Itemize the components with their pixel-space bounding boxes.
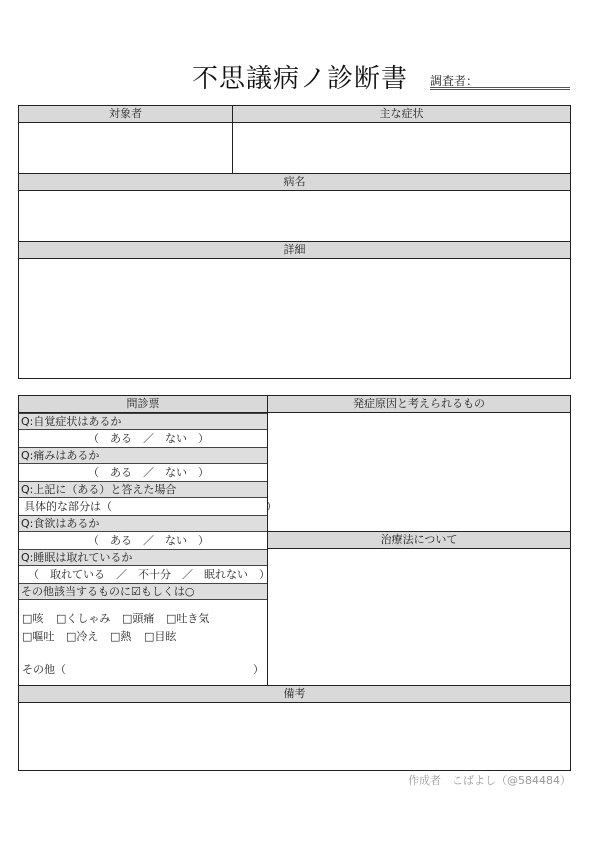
checkbox-item[interactable]: □くしゃみ bbox=[56, 612, 111, 625]
answer-appetite[interactable]: （ ある ／ ない ） bbox=[88, 534, 209, 547]
symptoms-header: 主な症状 bbox=[233, 106, 570, 123]
question-symptom-awareness: Q:自覚症状はあるか bbox=[19, 413, 267, 430]
subject-field[interactable] bbox=[19, 124, 232, 173]
disease-name-field[interactable] bbox=[19, 192, 570, 241]
checkbox-item[interactable]: □咳 bbox=[22, 612, 44, 625]
disease-name-header: 病名 bbox=[19, 174, 570, 191]
other-field[interactable]: その他（ ） bbox=[22, 663, 264, 676]
remarks-field[interactable] bbox=[19, 704, 570, 770]
cause-field[interactable] bbox=[268, 413, 570, 531]
page-title: 不思議病ノ診断書 bbox=[191, 64, 408, 94]
investigator-label: 調査者： bbox=[430, 74, 479, 88]
details-field[interactable] bbox=[19, 260, 570, 378]
remarks-header: 備考 bbox=[19, 686, 570, 703]
question-appetite: Q:食欲はあるか bbox=[19, 515, 267, 532]
treatment-field[interactable] bbox=[268, 550, 570, 685]
checkbox-item[interactable]: □嘔吐 bbox=[22, 630, 55, 643]
answer-sleep[interactable]: （ 取れている ／ 不十分 ／ 眠れない ） bbox=[28, 568, 270, 581]
answer-symptom-awareness[interactable]: （ ある ／ ない ） bbox=[88, 432, 209, 445]
question-sleep: Q:睡眠は取れているか bbox=[19, 549, 267, 566]
checkbox-item[interactable]: □頭痛 bbox=[122, 612, 155, 625]
answer-pain[interactable]: （ ある ／ ない ） bbox=[88, 466, 209, 479]
subject-header: 対象者 bbox=[19, 106, 232, 123]
checkbox-item[interactable]: □熱 bbox=[110, 630, 132, 643]
question-pain-location: Q:上記に（ある）と答えた場合 bbox=[19, 481, 267, 498]
question-other-symptoms: その他該当するものに☑もしくは○ bbox=[19, 583, 267, 600]
checkbox-item[interactable]: □目眩 bbox=[144, 630, 177, 643]
symptoms-field[interactable] bbox=[233, 124, 570, 173]
details-header: 詳細 bbox=[19, 242, 570, 259]
questionnaire-header: 問診票 bbox=[19, 396, 267, 413]
investigator-field[interactable] bbox=[430, 87, 570, 90]
answer-pain-location[interactable]: 具体的な部分は（ ） bbox=[24, 500, 277, 513]
author-credit: 作成者 こばよし（@584484） bbox=[408, 774, 571, 787]
question-pain: Q:痛みはあるか bbox=[19, 447, 267, 464]
treatment-header: 治療法について bbox=[268, 532, 570, 549]
cause-header: 発症原因と考えられるもの bbox=[268, 396, 570, 413]
checkbox-item[interactable]: □冷え bbox=[66, 630, 99, 643]
checkbox-item[interactable]: □吐き気 bbox=[166, 612, 210, 625]
